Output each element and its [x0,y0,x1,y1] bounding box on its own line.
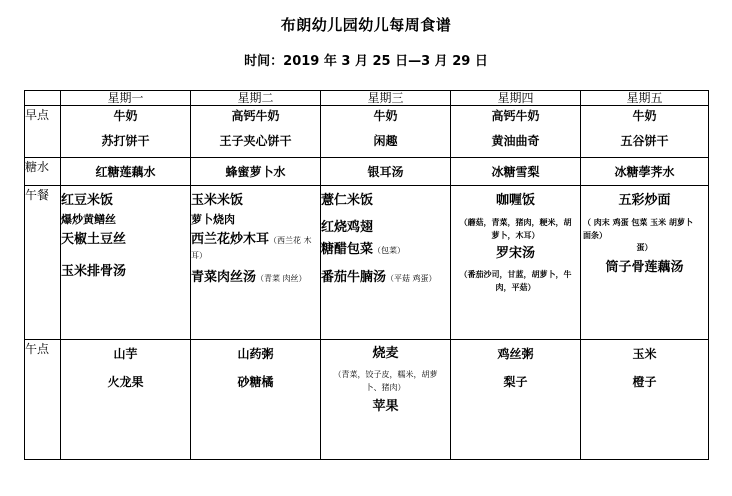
lunch-thu [451,186,581,340]
menu-item: 五谷饼干 [620,134,669,148]
menu-item: 红烧鸡翅 [321,220,374,235]
ingredient-note: （平菇 鸡蛋） [386,274,437,283]
lunch-tue [191,186,321,340]
menu-item: 西兰花炒木耳 [191,232,270,247]
menu-item: 糖醋包菜 [321,242,374,257]
row-label-lunch: 午餐 [25,186,61,340]
day-header-tue: 星期二 [191,91,321,106]
day-header-wed: 星期三 [321,91,451,106]
header-row [25,91,709,106]
ingredient-note: 耳） [191,251,207,260]
sweet-soup-row [25,158,709,186]
menu-item: 高钙牛奶 [231,109,280,123]
menu-item: 闲趣 [373,134,398,148]
snack-wed [321,340,451,460]
ingredient-note: （青菜，饺子皮，糯米，胡萝卜、猪肉） [333,370,438,392]
menu-item: 萝卜烧肉 [191,213,235,226]
day-header-thu: 星期四 [451,91,581,106]
menu-item: 青菜肉丝汤 [191,270,257,285]
menu-item: 咖喱饭 [495,193,535,208]
ingredient-note: （番茄沙司，甘蓝，胡萝卜，牛肉，平菇） [459,270,572,292]
menu-item-with-note [321,266,450,290]
menu-item: 玉米米饭 [191,193,244,208]
menu-item: 五彩炒面 [618,193,671,208]
menu-item: 爆炒黄鳝丝 [61,213,116,226]
lunch-wed [321,186,451,340]
menu-item: 玉米 [632,347,657,361]
breakfast-fri [581,106,709,158]
sweet-soup-tue: 蜂蜜萝卜水 [191,158,321,186]
menu-item: 番茄牛腩汤 [321,270,387,285]
row-label-breakfast: 早点 [25,106,61,158]
ingredient-note: 蛋） [636,243,653,252]
ingredient-note: （ 肉末 鸡蛋 包菜 玉米 胡萝卜 面条） [583,218,693,240]
sweet-soup-fri: 冰糖荸荠水 [581,158,709,186]
ingredient-note: （西兰花 木 [269,236,312,245]
menu-item: 牛奶 [113,109,138,123]
menu-item-with-note [321,238,450,262]
page-title: 布朗幼儿园幼儿每周食谱 [280,16,452,34]
menu-item: 王子夹心饼干 [219,134,292,148]
breakfast-wed [321,106,451,158]
ingredient-note: （蘑菇，青菜，猪肉，粳米，胡萝卜，木耳） [459,218,572,240]
menu-item: 牛奶 [632,109,657,123]
corner-cell [25,91,61,106]
menu-item: 苹果 [372,399,399,414]
breakfast-tue [191,106,321,158]
menu-item: 砂糖橘 [237,375,274,389]
date-range: 时间：2019 年 3 月 25 日—3 月 29 日 [244,54,488,69]
menu-item: 薏仁米饭 [321,193,374,208]
menu-item: 玉米排骨汤 [61,264,127,279]
day-header-mon: 星期一 [61,91,191,106]
menu-item: 牛奶 [373,109,398,123]
menu-item: 高钙牛奶 [491,109,540,123]
snack-tue [191,340,321,460]
day-header-fri: 星期五 [581,91,709,106]
lunch-mon [61,186,191,340]
row-label-snack: 午点 [25,340,61,460]
menu-item: 筒子骨莲藕汤 [605,260,684,275]
breakfast-thu [451,106,581,158]
menu-item: 烧麦 [372,346,399,361]
lunch-fri [581,186,709,340]
ingredient-note: （包菜） [373,246,406,255]
sweet-soup-thu: 冰糖雪梨 [451,158,581,186]
lunch-row [25,186,709,340]
snack-thu [451,340,581,460]
menu-item: 火龙果 [107,375,144,389]
menu-item: 山芋 [113,347,138,361]
menu-item: 红豆米饭 [61,193,114,208]
menu-item-with-note [191,266,320,290]
menu-item: 天椒土豆丝 [61,232,127,247]
menu-item: 苏打饼干 [101,134,150,148]
weekly-menu-table [24,90,709,460]
snack-row [25,340,709,460]
breakfast-mon [61,106,191,158]
menu-item: 罗宋汤 [495,246,535,261]
menu-item-with-note [191,230,320,250]
menu-item: 鸡丝粥 [497,347,534,361]
menu-item: 梨子 [503,375,528,389]
sweet-soup-mon: 红糖莲藕水 [61,158,191,186]
snack-fri [581,340,709,460]
breakfast-row [25,106,709,158]
menu-item: 黄油曲奇 [491,134,540,148]
ingredient-note: （青菜 肉丝） [256,274,307,283]
menu-item: 橙子 [632,375,657,389]
menu-item: 山药粥 [237,347,274,361]
sweet-soup-wed: 银耳汤 [321,158,451,186]
snack-mon [61,340,191,460]
row-label-sweet-soup: 糖水 [25,158,61,186]
